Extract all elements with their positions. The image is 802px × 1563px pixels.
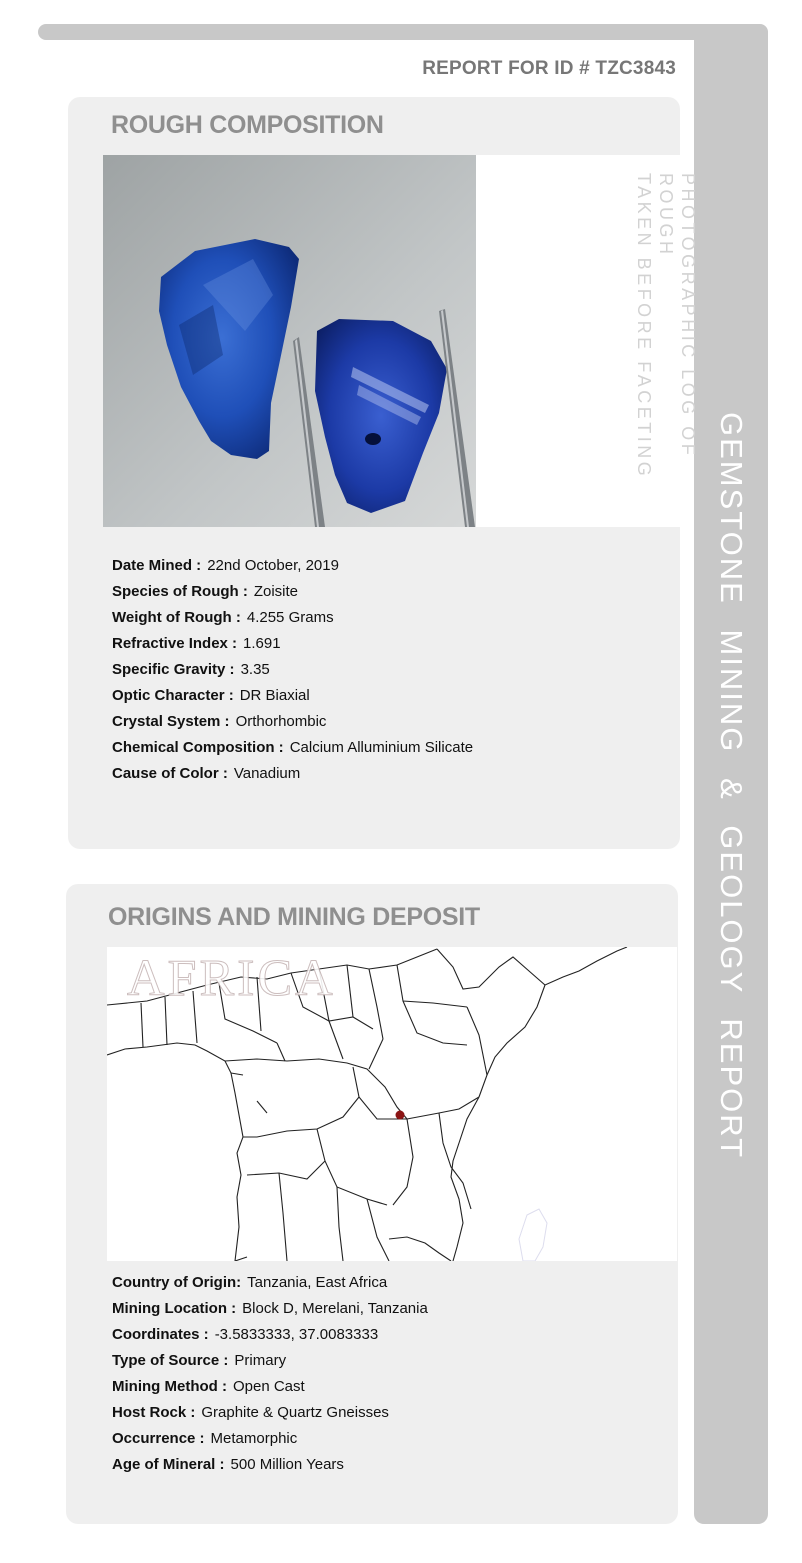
rough-gemstone-photo — [103, 155, 476, 527]
detail-value: 22nd October, 2019 — [207, 557, 339, 574]
detail-value: Vanadium — [233, 765, 301, 782]
detail-value: Primary — [234, 1352, 287, 1369]
detail-label: Specific Gravity : — [112, 661, 235, 678]
detail-species — [112, 582, 473, 608]
detail-value: Calcium Alluminium Silicate — [289, 739, 474, 756]
detail-mining-method — [112, 1377, 428, 1403]
detail-label: Host Rock : — [112, 1404, 196, 1421]
detail-optic-character — [112, 686, 473, 712]
detail-value: 500 Million Years — [230, 1456, 344, 1473]
detail-label: Country of Origin: — [112, 1274, 242, 1291]
detail-label: Refractive Index : — [112, 635, 238, 652]
detail-refractive-index — [112, 634, 473, 660]
detail-specific-gravity — [112, 660, 473, 686]
detail-label: Species of Rough : — [112, 583, 248, 600]
detail-occurrence — [112, 1429, 428, 1455]
detail-value: Open Cast — [232, 1378, 305, 1395]
detail-value: Metamorphic — [210, 1430, 298, 1447]
report-id: REPORT FOR ID # TZC3843 — [422, 58, 676, 79]
detail-label: Chemical Composition : — [112, 739, 284, 756]
detail-country-of-origin — [112, 1273, 428, 1299]
detail-label: Optic Character : — [112, 687, 234, 704]
detail-label: Crystal System : — [112, 713, 230, 730]
rough-details-list — [112, 556, 473, 790]
side-title — [694, 412, 768, 1160]
detail-label: Occurrence : — [112, 1430, 205, 1447]
origins-details-list — [112, 1273, 428, 1481]
origin-map — [107, 947, 677, 1261]
origins-title: ORIGINS AND MINING DEPOSIT — [108, 903, 480, 931]
detail-value: 4.255 Grams — [246, 609, 334, 626]
photo-caption — [633, 173, 699, 513]
detail-label: Mining Method : — [112, 1378, 227, 1395]
detail-mining-location — [112, 1299, 428, 1325]
detail-label: Age of Mineral : — [112, 1456, 225, 1473]
detail-value: Tanzania, East Africa — [247, 1274, 388, 1291]
detail-host-rock — [112, 1403, 428, 1429]
top-frame-bar — [38, 24, 768, 40]
side-title-text: GEMSTONE MINING & GEOLOGY REPORT — [714, 412, 749, 1160]
photo-caption-line1: PHOTOGRAPHIC LOG OF ROUGH — [656, 173, 698, 459]
detail-value: DR Biaxial — [239, 687, 310, 704]
detail-value: 3.35 — [240, 661, 270, 678]
rough-composition-title: ROUGH COMPOSITION — [111, 111, 384, 139]
detail-label: Coordinates : — [112, 1326, 209, 1343]
detail-label: Date Mined : — [112, 557, 202, 574]
detail-age-of-mineral — [112, 1455, 428, 1481]
detail-type-of-source — [112, 1351, 428, 1377]
detail-label: Weight of Rough : — [112, 609, 241, 626]
detail-value: Block D, Merelani, Tanzania — [242, 1300, 428, 1317]
detail-cause-of-color — [112, 764, 473, 790]
detail-value: Graphite & Quartz Gneisses — [201, 1404, 389, 1421]
map-label: AFRICA — [127, 950, 336, 1007]
detail-label: Type of Source : — [112, 1352, 229, 1369]
detail-date-mined — [112, 556, 473, 582]
detail-coordinates — [112, 1325, 428, 1351]
detail-value: -3.5833333, 37.0083333 — [214, 1326, 379, 1343]
detail-value: 1.691 — [243, 635, 281, 652]
detail-weight — [112, 608, 473, 634]
detail-chemical-composition — [112, 738, 473, 764]
location-marker — [396, 1111, 405, 1120]
photo-caption-line2: TAKEN BEFORE FACETING — [634, 173, 654, 480]
detail-label: Mining Location : — [112, 1300, 237, 1317]
detail-value: Zoisite — [253, 583, 299, 600]
detail-crystal-system — [112, 712, 473, 738]
rough-photo-area — [103, 155, 698, 527]
detail-label: Cause of Color : — [112, 765, 228, 782]
detail-value: Orthorhombic — [235, 713, 327, 730]
